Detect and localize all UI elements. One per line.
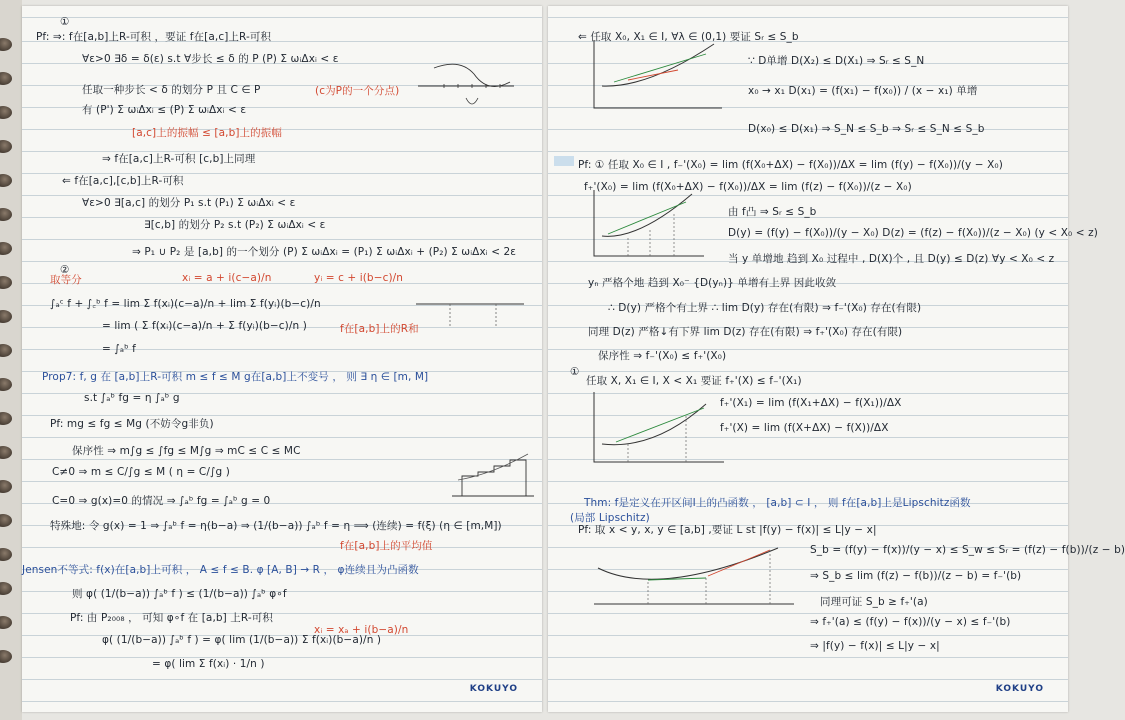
note-line: xᵢ = xₐ + i(b−a)/n [314,624,409,636]
note-line: S_b = (f(y) − f(x))/(y − x) ≤ S_w ≤ Sᵣ = (f(z) − f(b))/(z − b) [810,544,1125,556]
note-line: ② [60,264,70,276]
spiral-ring [0,276,12,289]
note-line: ⇐ 任取 X₀, X₁ ∈ I, ∀λ ∈ (0,1) 要证 Sᵣ ≤ S_b [578,31,799,43]
note-line: xᵢ = a + i(c−a)/n [182,272,272,284]
note-line: 任取 X, X₁ ∈ I, X < X₁ 要证 f₊'(X) ≤ f₋'(X₁) [586,375,802,387]
note-line: 由 f凸 ⇒ Sᵣ ≤ S_b [728,206,817,218]
note-line: ∀ε>0 ∃δ = δ(ε) s.t ∀步长 ≤ δ 的 P (P) Σ ωᵢΔxᵢ < ε [82,53,339,65]
spiral-ring [0,208,12,221]
kokuyo-logo: KOKUYO [469,684,518,694]
spiral-ring [0,38,12,51]
note-line: 同理 D(z) 严格↓有下界 lim D(z) 存在(有限) ⇒ f₊'(X₀) 存在(有限) [588,326,903,338]
spiral-ring [0,72,12,85]
note-line: 任取一种步长 < δ 的划分 P 且 C ∈ P [82,84,261,96]
note-line: Jensen不等式: f(x)在[a,b]上可积 ， A ≤ f ≤ B. φ [A, B] → R ， φ连续且为凸函数 [22,564,419,576]
note-line: (局部 Lipschitz) [570,512,650,524]
spiral-ring [0,514,12,527]
note-line: ① [570,366,580,378]
note-line: Pf: mg ≤ fg ≤ Mg (不妨令g非负) [50,418,214,430]
spiral-ring [0,242,12,255]
spiral-ring [0,412,12,425]
note-line: s.t ∫ₐᵇ fg = η ∫ₐᵇ g [84,392,180,404]
note-line: Pf: ① 任取 X₀ ∈ I , f₋'(X₀) = lim (f(X₀+ΔX) − f(X₀))/ΔX = lim (f(y) − f(X₀))/(y − X₀) [578,159,1003,171]
note-line: 取等分 [50,274,82,286]
spiral-ring [0,548,12,561]
derivative-sketch [588,186,708,266]
note-line: ⇒ P₁ ∪ P₂ 是 [a,b] 的一个划分 (P) Σ ωᵢΔxᵢ = (P₁) Σ ωᵢΔxᵢ + (P₂) Σ ωᵢΔxᵢ < 2ε [132,246,517,258]
spiral-ring [0,106,12,119]
note-line: Pf: 由 P₂₀₀₈ ， 可知 φ∘f 在 [a,b] 上R-可积 [70,612,273,624]
spiral-ring [0,650,12,663]
note-line: x₀ → x₁ D(x₁) = (f(x₁) − f(x₀)) / (x − x₁) 单增 [748,85,978,97]
spiral-ring [0,310,12,323]
note-line: = lim ( Σ f(xᵢ)(c−a)/n + Σ f(yᵢ)(b−c)/n ) [102,320,307,332]
note-line: f₊'(X) = lim (f(X+ΔX) − f(X))/ΔX [720,422,889,434]
note-line: ① [60,16,70,28]
spiral-ring [0,174,12,187]
spiral-ring [0,344,12,357]
note-line: D(x₀) ≤ D(x₁) ⇒ S_N ≤ S_b ⇒ Sᵣ ≤ S_N ≤ S_b [748,123,985,135]
kokuyo-logo: KOKUYO [995,684,1044,694]
note-line: ⇒ f在[a,c]上R-可积 [c,b]上同理 [102,153,256,165]
note-line: ∫ₐᶜ f + ∫꜀ᵇ f = lim Σ f(xᵢ)(c−a)/n + lim Σ f(yᵢ)(b−c)/n [50,298,321,310]
note-line: ∀ε>0 ∃[a,c] 的划分 P₁ s.t (P₁) Σ ωᵢΔxᵢ < ε [82,197,296,209]
spiral-ring [0,378,12,391]
note-line: ⇒ |f(y) − f(x)| ≤ L|y − x| [810,640,940,652]
note-line: 特殊地: 令 g(x) = 1 ⇒ ∫ₐᵇ f = η(b−a) ⇒ (1/(b−a)) ∫ₐᵇ f = η ⟹ (连续) = f(ξ) (η ∈ [m,M]) [50,520,502,532]
notebook-page-right [548,6,1125,712]
step-function-sketch [448,450,538,506]
spiral-ring [0,446,12,459]
convex-curve-sketch [588,36,728,116]
spiral-ring [0,616,12,629]
note-line: = ∫ₐᵇ f [102,343,136,355]
notebook-spiral-binding [0,0,22,720]
spiral-ring [0,480,12,493]
spiral-ring [0,140,12,153]
note-line: 同理可证 S_b ≥ f₊'(a) [820,596,928,608]
note-line: = φ( lim Σ f(xᵢ) · 1/n ) [152,658,265,670]
note-line: ⇒ f₊'(a) ≤ (f(y) − f(x))/(y − x) ≤ f₋'(b) [810,616,1011,628]
note-line: Prop7: f, g 在 [a,b]上R-可积 m ≤ f ≤ M g在[a,b]上不变号 ， 则 ∃ η ∈ [m, M] [42,371,429,383]
note-line: 保序性 ⇒ f₋'(X₀) ≤ f₊'(X₀) [598,350,727,362]
note-line: φ( (1/(b−a)) ∫ₐᵇ f ) = φ( lim (1/(b−a)) Σ f(xᵢ)(b−a)/n ) [102,634,382,646]
note-line: Pf: 取 x < y, x, y ∈ [a,b] ,要证 L st |f(y) − f(x)| ≤ L|y − x| [578,524,877,536]
note-line: 有 (P') Σ ωᵢΔxᵢ ≤ (P) Σ ωᵢΔxᵢ < ε [82,104,247,116]
note-line: ⇒ S_b ≤ lim (f(z) − f(b))/(z − b) = f₋'(b) [810,570,1022,582]
note-line: 则 φ( (1/(b−a)) ∫ₐᵇ f ) ≤ (1/(b−a)) ∫ₐᵇ φ∘f [72,588,287,600]
note-line: D(y) = (f(y) − f(X₀))/(y − X₀) D(z) = (f(z) − f(X₀))/(z − X₀) (y < X₀ < z) [728,227,1098,239]
note-line: f在[a,b]上的R和 [340,323,419,335]
note-line: ∴ D(y) 严格个有上界 ∴ lim D(y) 存在(有限) ⇒ f₋'(X₀) 存在(有限) [608,302,922,314]
note-line: yₙ 严格个地 趋到 X₀⁻ {D(yₙ)} 单增有上界 因此收敛 [588,277,837,289]
note-line: ⇐ f在[a,c],[c,b]上R-可积 [62,175,184,187]
note-line: f₊'(X₀) = lim (f(X₀+ΔX) − f(X₀))/ΔX = lim (f(z) − f(X₀))/(z − X₀) [584,181,912,193]
note-line: ∵ D单增 D(X₂) ≤ D(X₁) ⇒ Sᵣ ≤ S_N [748,55,925,67]
note-line: f₊'(X₁) = lim (f(X₁+ΔX) − f(X₁))/ΔX [720,397,902,409]
note-line: ∃[c,b] 的划分 P₂ s.t (P₂) Σ ωᵢΔxᵢ < ε [144,219,326,231]
note-line: yᵢ = c + i(b−c)/n [314,272,404,284]
note-line: f在[a,b]上的平均值 [340,540,433,552]
note-line: 保序性 ⇒ m∫g ≤ ∫fg ≤ M∫g ⇒ mC ≤ C ≤ MC [72,445,301,457]
note-line: 当 y 单增地 趋到 X₀ 过程中 , D(X)个 , 且 D(y) ≤ D(z) ∀y < X₀ < z [728,253,1055,265]
note-line: C=0 ⇒ g(x)=0 的情况 ⇒ ∫ₐᵇ fg = ∫ₐᵇ g = 0 [52,495,271,507]
note-line: C≠0 ⇒ m ≤ C/∫g ≤ M ( η = C/∫g ) [52,466,230,478]
note-line: Thm: f是定义在开区间I上的凸函数 ， [a,b] ⊂ I ， 则 f在[a,b]上是Lipschitz函数 [584,497,971,509]
note-line: [a,c]上的振幅 ≤ [a,b]上的振幅 [132,127,282,139]
notebook-page-left [22,6,542,712]
note-line: (c为P的一个分点) [315,85,400,97]
highlight-mark [554,156,574,166]
axis-sketch [410,294,530,334]
lipschitz-sketch [588,528,798,612]
spiral-ring [0,582,12,595]
note-line: Pf: ⇒: f在[a,b]上R-可积 ，要证 f在[a,c]上R-可积 [36,31,272,43]
partition-sketch [414,54,526,118]
secant-sketch [588,388,728,472]
